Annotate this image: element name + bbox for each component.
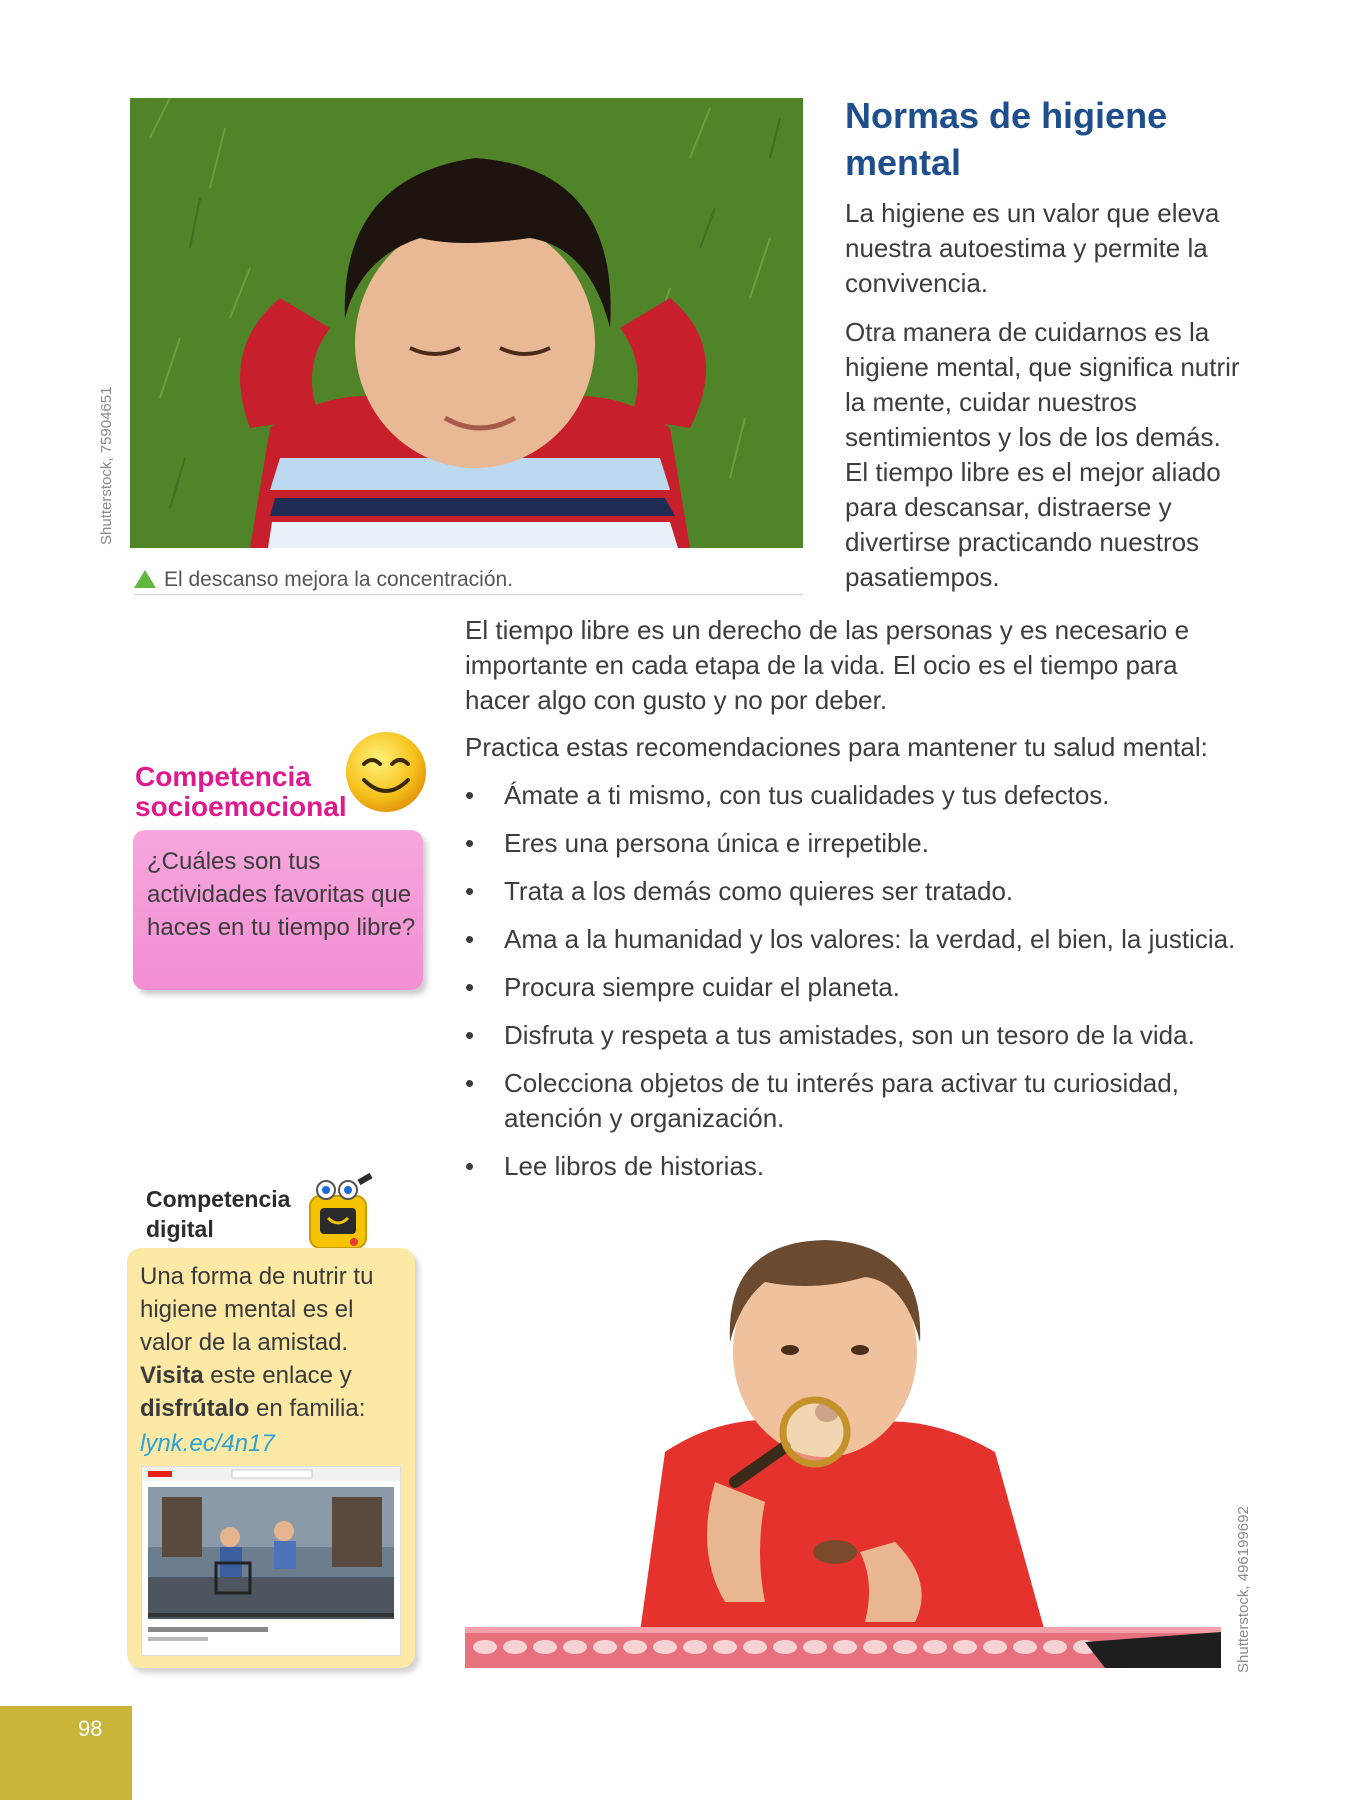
- list-item: [465, 1149, 1255, 1184]
- paragraph-recomendaciones: Practica estas recomendaciones para mantener tu salud mental:: [465, 732, 1208, 762]
- digital-title: [146, 1184, 290, 1244]
- digital-text: [140, 1260, 410, 1425]
- robot-mascot-icon: [296, 1168, 386, 1258]
- list-item: [465, 874, 1255, 909]
- bullet-icon: •: [465, 924, 475, 954]
- bullet-icon: •: [465, 972, 475, 1002]
- recommendations-list: [465, 778, 1255, 1197]
- list-item: [465, 1066, 1255, 1136]
- paragraph-higiene-mental: Otra manera de cuidarnos es la higiene mental, que significa nutrir la mente, cuidar nuestros sentimientos y los de los demás. El tiempo libre es el mejor aliado para descansar, distraerse y divertirse practicando nuestros pasatiempos.: [845, 317, 1240, 592]
- list-item-text: Ama a la humanidad y los valores: la verdad, el bien, la justicia.: [504, 924, 1236, 954]
- socioemocional-title-line1: Competencia: [135, 761, 311, 792]
- smiley-face-icon: [342, 728, 430, 816]
- photo-child-resting: [130, 98, 803, 548]
- photo2-credit: Shutterstock, 496199692: [1235, 1506, 1252, 1673]
- digital-title-line2: digital: [146, 1216, 214, 1242]
- page-title: Normas de higiene mental: [845, 95, 1168, 183]
- page-number: 98: [78, 1716, 103, 1741]
- list-item-text: Colecciona objetos de tu interés para activar tu curiosidad, atención y organización.: [504, 1068, 1179, 1133]
- caption-triangle-icon: [134, 570, 156, 588]
- digital-title-line1: Competencia: [146, 1186, 291, 1212]
- digital-link[interactable]: lynk.ec/4n17: [140, 1430, 275, 1457]
- digital-text-mid: este enlace y: [203, 1362, 352, 1389]
- digital-enjoy-bold: disfrútalo: [140, 1395, 250, 1422]
- list-item-text: Disfruta y respeta a tus amistades, son un tesoro de la vida.: [504, 1020, 1195, 1050]
- bullet-icon: •: [465, 1068, 475, 1098]
- socioemocional-title-line2: socioemocional: [135, 791, 347, 822]
- list-item: [465, 1018, 1255, 1053]
- bullet-icon: •: [465, 1151, 475, 1181]
- list-item-text: Trata a los demás como quieres ser tratado.: [504, 876, 1014, 906]
- paragraph-higiene: La higiene es un valor que eleva nuestra autoestima y permite la convivencia.: [845, 198, 1220, 298]
- list-item-text: Procura siempre cuidar el planeta.: [504, 972, 900, 1002]
- list-item: [465, 922, 1255, 957]
- list-item-text: Eres una persona única e irrepetible.: [504, 828, 929, 858]
- photo1-caption-text: El descanso mejora la concentración.: [164, 568, 514, 591]
- bullet-icon: •: [465, 1020, 475, 1050]
- photo1-credit: Shutterstock, 75904651: [98, 386, 115, 545]
- list-item: [465, 826, 1255, 861]
- list-item: [465, 778, 1255, 813]
- list-item-text: Lee libros de historias.: [504, 1151, 765, 1181]
- digital-text-end: en familia:: [249, 1395, 366, 1422]
- paragraph-tiempo-libre: El tiempo libre es un derecho de las personas y es necesario e importante en cada etapa de la vida. El ocio es el tiempo para hacer algo con gusto y no por deber.: [465, 615, 1190, 715]
- list-item-text: Ámate a ti mismo, con tus cualidades y tus defectos.: [504, 780, 1110, 810]
- bullet-icon: •: [465, 876, 475, 906]
- list-item: [465, 970, 1255, 1005]
- photo1-caption: [134, 568, 803, 595]
- socioemocional-title: [135, 762, 347, 822]
- page-number-band: [0, 1706, 132, 1800]
- bullet-icon: •: [465, 780, 475, 810]
- digital-visit-bold: Visita: [140, 1362, 204, 1389]
- bullet-icon: •: [465, 828, 475, 858]
- socioemocional-question: ¿Cuáles son tus actividades favoritas que haces en tu tiempo libre?: [147, 848, 416, 941]
- digital-text-intro: Una forma de nutrir tu higiene mental es el valor de la amistad.: [140, 1263, 374, 1356]
- photo-boy-magnifier: [465, 1222, 1221, 1668]
- video-thumbnail[interactable]: [141, 1466, 401, 1656]
